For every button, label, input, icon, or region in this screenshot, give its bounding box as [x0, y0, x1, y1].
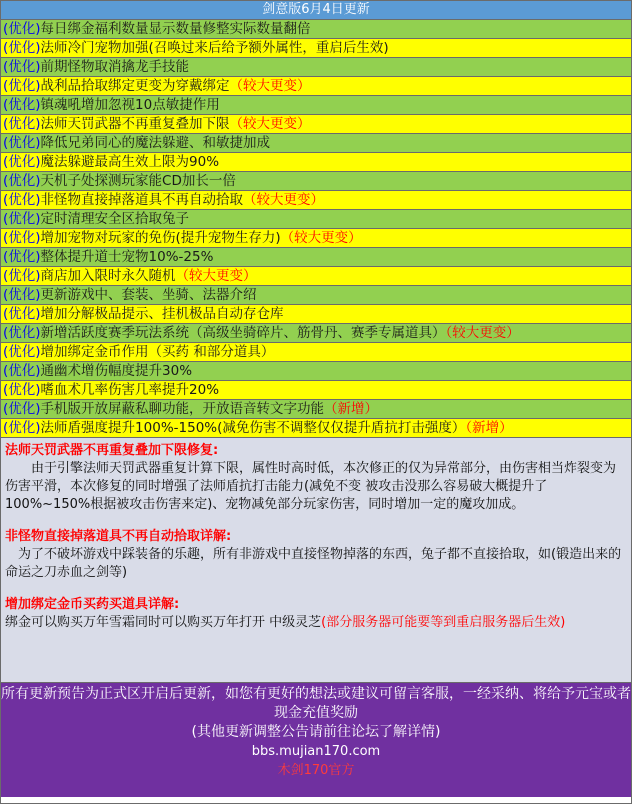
announcement-title: 剑意版6月4日更新 [1, 1, 631, 20]
update-row [1, 20, 631, 39]
row-tag: (优化) [3, 135, 41, 151]
update-row [1, 343, 631, 362]
row-text: 新增活跃度赛季玩法系统（高级坐骑碎片、筋骨丹、赛季专属道具） [40, 325, 446, 341]
footer-notice [1, 683, 631, 797]
row-note: （较大更变） [243, 192, 325, 208]
row-text: 法师盾强度提升100%-150%(减免伤害不调整仅仅提升盾抗打击强度） [40, 420, 466, 436]
update-row [1, 305, 631, 324]
update-row [1, 77, 631, 96]
row-note: （新增） [465, 420, 513, 436]
update-row [1, 419, 631, 438]
update-row [1, 381, 631, 400]
row-text: 整体提升道士宠物10%-25% [40, 249, 214, 265]
row-tag: (优化) [3, 154, 41, 170]
row-tag: (优化) [3, 78, 41, 94]
row-tag: (优化) [3, 97, 41, 113]
row-tag: (优化) [3, 249, 41, 265]
row-note: （较大更变） [280, 230, 362, 246]
row-text: 增加分解极品提示、挂机极品自动存仓库 [40, 306, 284, 322]
footer-line-forum-hint: (其他更新调整公告请前往论坛了解详情) [191, 724, 441, 740]
row-tag: (优化) [3, 21, 41, 37]
row-text: 前期怪物取消擒龙手技能 [40, 59, 190, 75]
details-section [1, 438, 631, 683]
detail-body: 由于引擎法师天罚武器重复计算下限，属性时高时低，本次修正的仅为异常部分，由伤害相当炸裂变为伤害平滑，本次修复的同时增强了法师盾抗打击能力(减免不变 被攻击没那么容易破大概提升了100%~150%根据被攻击伤害来定)、宠物减免部分玩家伤害，同时增加一定的魔攻加成。 [5, 461, 617, 512]
update-row [1, 58, 631, 77]
row-note: （较大更变） [229, 78, 311, 94]
row-tag: (优化) [3, 40, 41, 56]
row-tag: (优化) [3, 325, 41, 341]
footer-line-feedback: 所有更新预告为正式区开启后更新，如您有更好的想法或建议可留言客服，一经采纳、将给予元宝或者现金充值奖励 [1, 686, 631, 721]
update-row [1, 39, 631, 58]
row-text: 嗜血术几率伤害几率提升20% [40, 382, 220, 398]
row-tag: (优化) [3, 211, 41, 227]
update-row [1, 115, 631, 134]
row-text: 法师冷门宠物加强(召唤过来后给予额外属性，重启后生效) [40, 40, 389, 56]
update-row [1, 362, 631, 381]
row-text: 法师天罚武器不再重复叠加下限 [40, 116, 230, 132]
update-list [1, 20, 631, 438]
row-text: 通幽术增伤幅度提升30% [40, 363, 193, 379]
row-tag: (优化) [3, 268, 41, 284]
row-text: 非怪物直接掉落道具不再自动拾取 [40, 192, 244, 208]
update-row [1, 153, 631, 172]
update-row [1, 286, 631, 305]
row-note: （较大更变） [175, 268, 257, 284]
row-text: 战利品拾取绑定更变为穿戴绑定 [40, 78, 230, 94]
update-row [1, 172, 631, 191]
update-row [1, 134, 631, 153]
update-row [1, 191, 631, 210]
update-row [1, 248, 631, 267]
row-tag: (优化) [3, 344, 41, 360]
row-text: 定时清理安全区拾取兔子 [40, 211, 190, 227]
row-text: 魔法躲避最高生效上限为90% [40, 154, 220, 170]
row-tag: (优化) [3, 192, 41, 208]
row-tag: (优化) [3, 363, 41, 379]
update-row [1, 267, 631, 286]
detail-body: 绑金可以购买万年雪霜同时可以购买万年打开 中级灵芝(部分服务器可能要等到重启服务器后生效) [5, 615, 566, 630]
update-row [1, 229, 631, 248]
row-tag: (优化) [3, 306, 41, 322]
row-tag: (优化) [3, 401, 41, 417]
row-tag: (优化) [3, 59, 41, 75]
detail-heading: 法师天罚武器不再重复叠加下限修复: [5, 443, 219, 458]
row-tag: (优化) [3, 173, 41, 189]
row-text: 天机子处探测玩家能CD加长一倍 [40, 173, 236, 189]
detail-heading: 增加绑定金币买药买道具详解: [5, 597, 180, 612]
row-text: 增加宠物对玩家的免伤(提升宠物生存力) [40, 230, 281, 246]
row-tag: (优化) [3, 116, 41, 132]
row-text: 每日绑金福利数量显示数量修整实际数量翻倍 [40, 21, 311, 37]
row-note: （新增） [324, 401, 379, 417]
row-tag: (优化) [3, 382, 41, 398]
update-row [1, 96, 631, 115]
update-row [1, 324, 631, 343]
row-note: （较大更变） [229, 116, 311, 132]
row-text: 镇魂吼增加忽视10点敏捷作用 [40, 97, 220, 113]
row-text: 增加绑定金币作用（买药 和部分道具） [40, 344, 275, 360]
row-text: 更新游戏中、套装、坐骑、法器介绍 [40, 287, 257, 303]
detail-note: (部分服务器可能要等到重启服务器后生效) [321, 615, 566, 630]
row-tag: (优化) [3, 420, 41, 436]
update-row [1, 400, 631, 419]
row-note: （较大更变） [445, 325, 520, 341]
detail-heading: 非怪物直接掉落道具不再自动拾取详解: [5, 529, 232, 544]
row-text: 手机版开放屏蔽私聊功能，开放语音转文字功能 [40, 401, 325, 417]
row-text: 商店加入限时永久随机 [40, 268, 176, 284]
forum-link[interactable]: bbs.mujian170.com [251, 744, 381, 759]
official-name: 木剑170官方 [277, 763, 355, 778]
detail-body: 为了不破坏游戏中踩装备的乐趣，所有非游戏中直接怪物掉落的东西，兔子都不直接拾取，如(锻造出来的命运之刀赤血之剑等) [5, 547, 622, 580]
row-text: 降低兄弟同心的魔法躲避、和敏捷加成 [40, 135, 271, 151]
row-tag: (优化) [3, 287, 41, 303]
update-row [1, 210, 631, 229]
row-tag: (优化) [3, 230, 41, 246]
